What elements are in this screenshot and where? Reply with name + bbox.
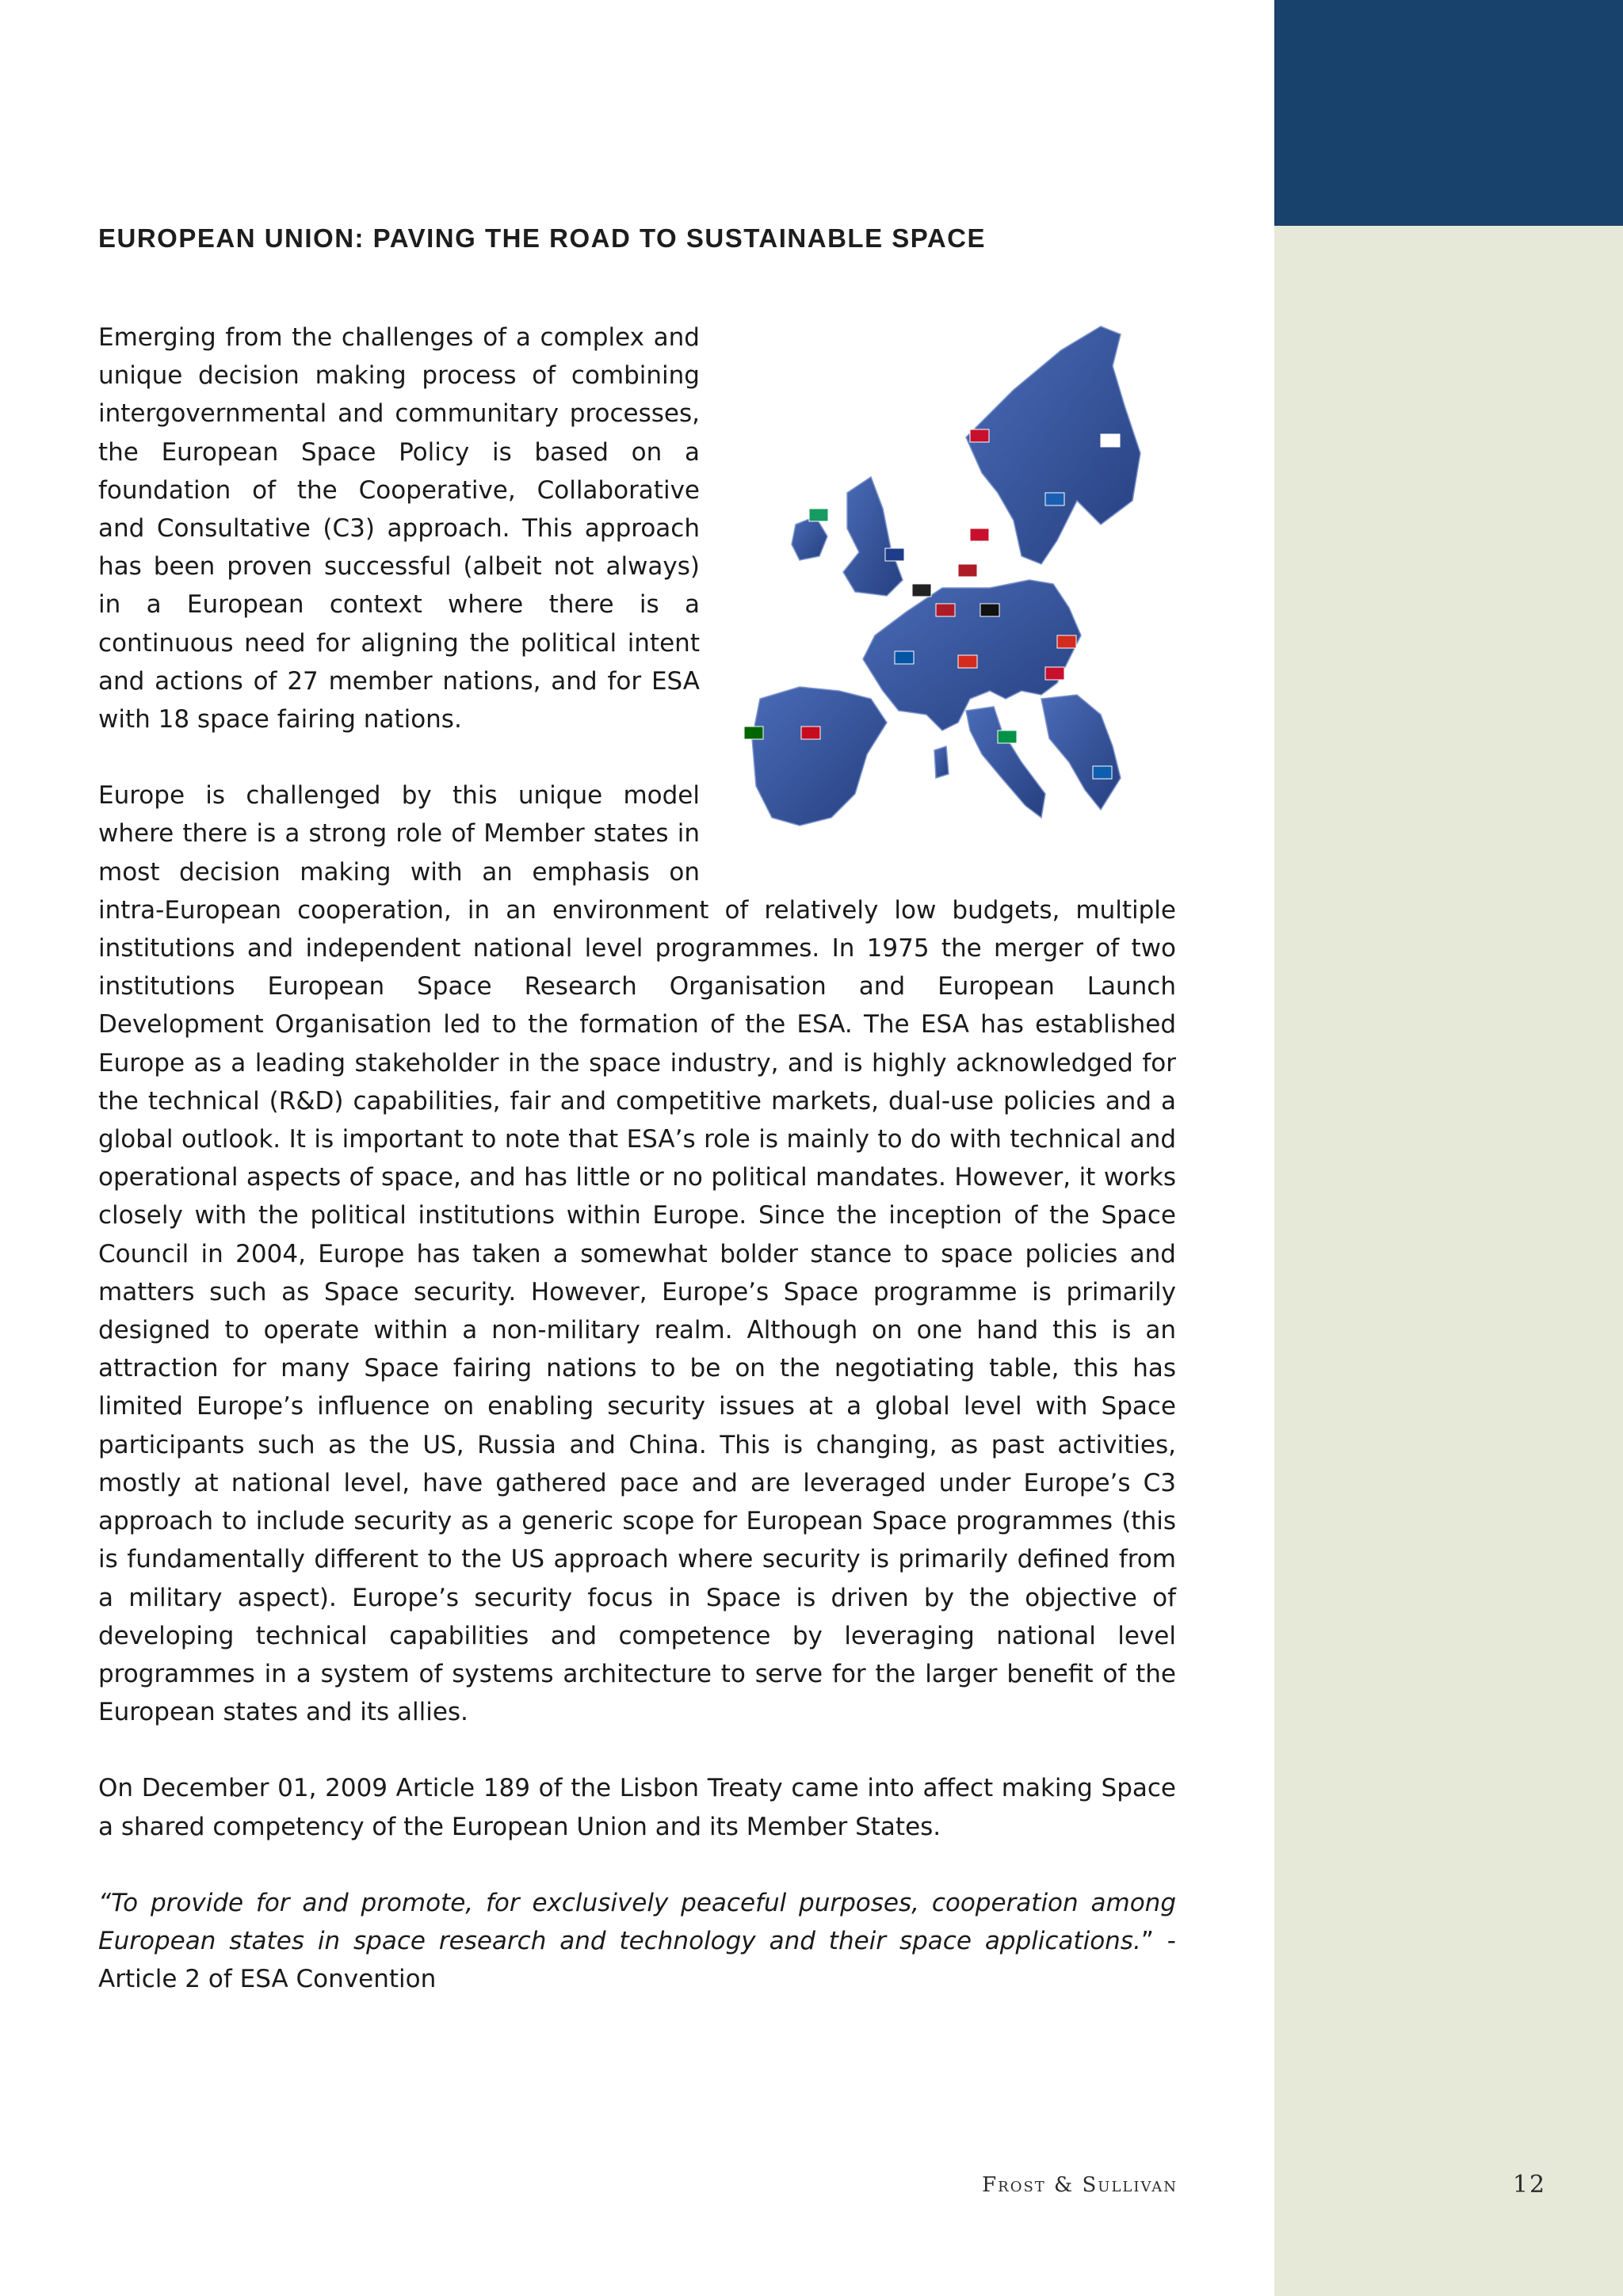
quote-text: “To provide for and promote, for exclusively peaceful purposes, cooperation among European states in space research and technology and their space applications.: [98, 1888, 1176, 1955]
paragraph-1: Emerging from the challenges of a complex and unique decision making process of combining intergovernmental and communitary processes, the European Space Policy is based on a foundation of the Cooperative, Collaborative and Consultative (C3) approach. This approach has been proven successful (albeit not always) in a European context where there is a continuous need for aligning the political intent and actions of 27 member nations, and for ESA with 18 space fairing nations.: [98, 323, 700, 734]
quote-attribution: ” - Article 2 of ESA Convention: [98, 1926, 1176, 1994]
page-title: EUROPEAN UNION: PAVING THE ROAD TO SUSTAINABLE SPACE: [98, 223, 987, 253]
sidebar-header-block: [1274, 0, 1623, 226]
paragraph-2: Europe is challenged by this unique model where there is a strong role of Member states in most decision making with an emphasis on intra-European cooperation, in an environment of relatively low budgets, multiple institutions and independent national level programmes. In 1975 the merger of two institutions European Space Research Organisation and European Launch Development Organisation led to the formation of the ESA. The ESA has established Europe as a leading stakeholder in the space industry, and is highly acknowledged for the technical (R&D) capabilities, fair and competitive markets, dual-use policies and a global outlook. It is important to note that ESA’s role is mainly to do with technical and operational aspects of space, and has little or no political mandates. However, it works closely with the political institutions within Europe. Since the inception of the Space Council in 2004, Europe has taken a somewhat bolder stance to space policies and matters such as Space security. However, Europe’s Space programme is primarily designed to operate within a non-military realm. Although on one hand this is an attraction for many Space fairing nations to be on the negotiating table, this has limited Europe’s influence on enabling security issues at a global level with Space participants such as the US, Russia and China. This is changing, as past activities, mostly at national level, have gathered pace and are leveraged under Europe’s C3 approach to include security as a generic scope for European Space programmes (this is fundamentally different to the US approach where security is primarily defined from a military aspect). Europe’s security focus in Space is driven by the objective of developing technical capabilities and competence by leveraging national level programmes in a system of systems architecture to serve for the larger benefit of the European states and its allies.: [98, 781, 1176, 1727]
article-body: [98, 318, 1176, 2036]
paragraph-3: On December 01, 2009 Article 189 of the Lisbon Treaty came into affect making Space a shared competency of the European Union and its Member States.: [98, 1774, 1176, 1841]
footer-brand: Frost & Sullivan: [982, 2173, 1178, 2197]
esa-quote: [98, 1884, 1176, 1999]
sidebar-panel: [1274, 0, 1623, 2296]
page-number: 12: [1512, 2171, 1547, 2199]
europe-map-illustration: [728, 318, 1184, 865]
